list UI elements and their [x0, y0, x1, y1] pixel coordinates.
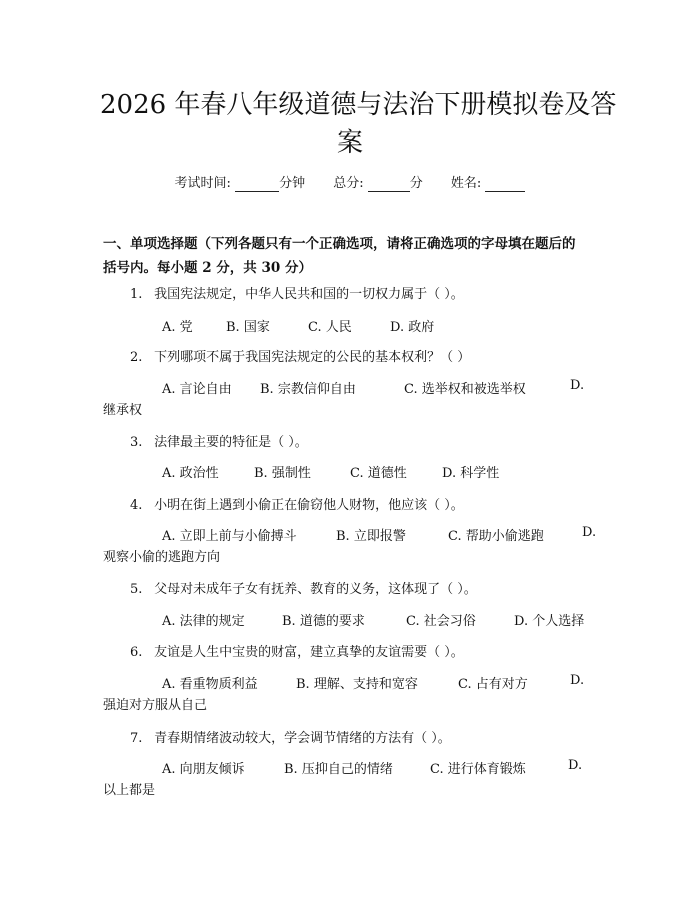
exam-time-unit: 分钟 [279, 176, 306, 191]
question-text: 我国宪法规定，中华人民共和国的一切权力属于（ ）。 [154, 287, 464, 302]
question-text: 下列哪项不属于我国宪法规定的公民的基本权利？（ ） [154, 350, 471, 365]
option-a: A. 党 [162, 320, 193, 335]
question-text: 友谊是人生中宝贵的财富，建立真挚的友谊需要（ ）。 [154, 645, 464, 660]
total-score-unit: 分 [409, 176, 423, 191]
option-d-wrap: 观察小偷的逃跑方向 [103, 550, 221, 565]
option-d: D. [570, 378, 585, 393]
option-c: C. 进行体育锻炼 [430, 762, 526, 777]
section-heading: 一、单项选择题（下列各题只有一个正确选项，请将正确选项的字母填在题后的 [103, 236, 576, 252]
student-name-field [451, 176, 526, 191]
option-c: C. 人民 [308, 320, 352, 335]
option-d: D. [582, 525, 597, 540]
option-c: C. 道德性 [350, 466, 407, 481]
question-3 [130, 431, 308, 450]
question-7 [130, 727, 451, 746]
question-number: 5. [130, 582, 143, 597]
option-d: D. [570, 673, 585, 688]
option-b: B. 压抑自己的情绪 [284, 762, 393, 777]
question-text: 小明在街上遇到小偷正在偷窃他人财物，他应该（ ）。 [154, 498, 464, 513]
question-text: 父母对未成年子女有抚养、教育的义务，这体现了（ ）。 [154, 582, 477, 597]
exam-time-label: 考试时间: [174, 176, 231, 191]
question-number: 1. [130, 287, 143, 302]
question-text: 法律最主要的特征是（ ）。 [154, 435, 308, 450]
option-c: C. 占有对方 [458, 677, 528, 692]
question-1 [130, 283, 464, 302]
option-b: B. 立即报警 [336, 529, 406, 544]
student-name-blank [485, 176, 525, 192]
option-b: B. 国家 [226, 320, 270, 335]
option-b: B. 理解、支持和宽容 [296, 677, 418, 692]
option-b: B. 强制性 [254, 466, 311, 481]
question-text: 青春期情绪波动较大，学会调节情绪的方法有（ ）。 [154, 731, 451, 746]
option-d: D. 政府 [390, 320, 435, 335]
total-score-blank [368, 176, 410, 192]
page-title: 2026 年春八年级道德与法治下册模拟卷及答 [100, 90, 617, 120]
question-2 [130, 346, 470, 365]
exam-info-line [0, 172, 700, 192]
option-a: A. 立即上前与小偷搏斗 [162, 529, 297, 544]
option-c: C. 社会习俗 [406, 614, 476, 629]
question-number: 7. [130, 731, 143, 746]
question-number: 4. [130, 498, 143, 513]
option-a: A. 看重物质利益 [162, 677, 258, 692]
option-c: C. 选举权和被选举权 [404, 382, 526, 397]
option-a: A. 言论自由 [162, 382, 232, 397]
exam-time-blank [235, 176, 279, 192]
total-score-field [333, 176, 427, 191]
option-a: A. 政治性 [162, 466, 219, 481]
page-title-continued: 案 [336, 128, 363, 158]
student-name-label: 姓名: [450, 176, 482, 191]
question-number: 2. [130, 350, 143, 365]
option-d: D. 科学性 [442, 466, 500, 481]
exam-time-field [175, 176, 310, 191]
question-6 [130, 641, 464, 660]
total-score-label: 总分: [333, 176, 364, 191]
question-5 [130, 578, 477, 597]
option-b: B. 宗教信仰自由 [260, 382, 356, 397]
option-d: D. 个人选择 [514, 614, 585, 629]
question-4 [130, 494, 464, 513]
option-d-wrap: 强迫对方服从自己 [103, 698, 208, 713]
option-d-wrap: 继承权 [103, 403, 143, 418]
option-c: C. 帮助小偷逃跑 [448, 529, 544, 544]
section-heading-continued: 括号内。每小题 2 分，共 30 分） [103, 260, 312, 276]
option-b: B. 道德的要求 [282, 614, 365, 629]
option-a: A. 向朋友倾诉 [162, 762, 245, 777]
option-d: D. [568, 758, 583, 773]
option-d-wrap: 以上都是 [103, 783, 156, 798]
question-number: 6. [130, 645, 143, 660]
question-number: 3. [130, 435, 143, 450]
option-a: A. 法律的规定 [162, 614, 245, 629]
